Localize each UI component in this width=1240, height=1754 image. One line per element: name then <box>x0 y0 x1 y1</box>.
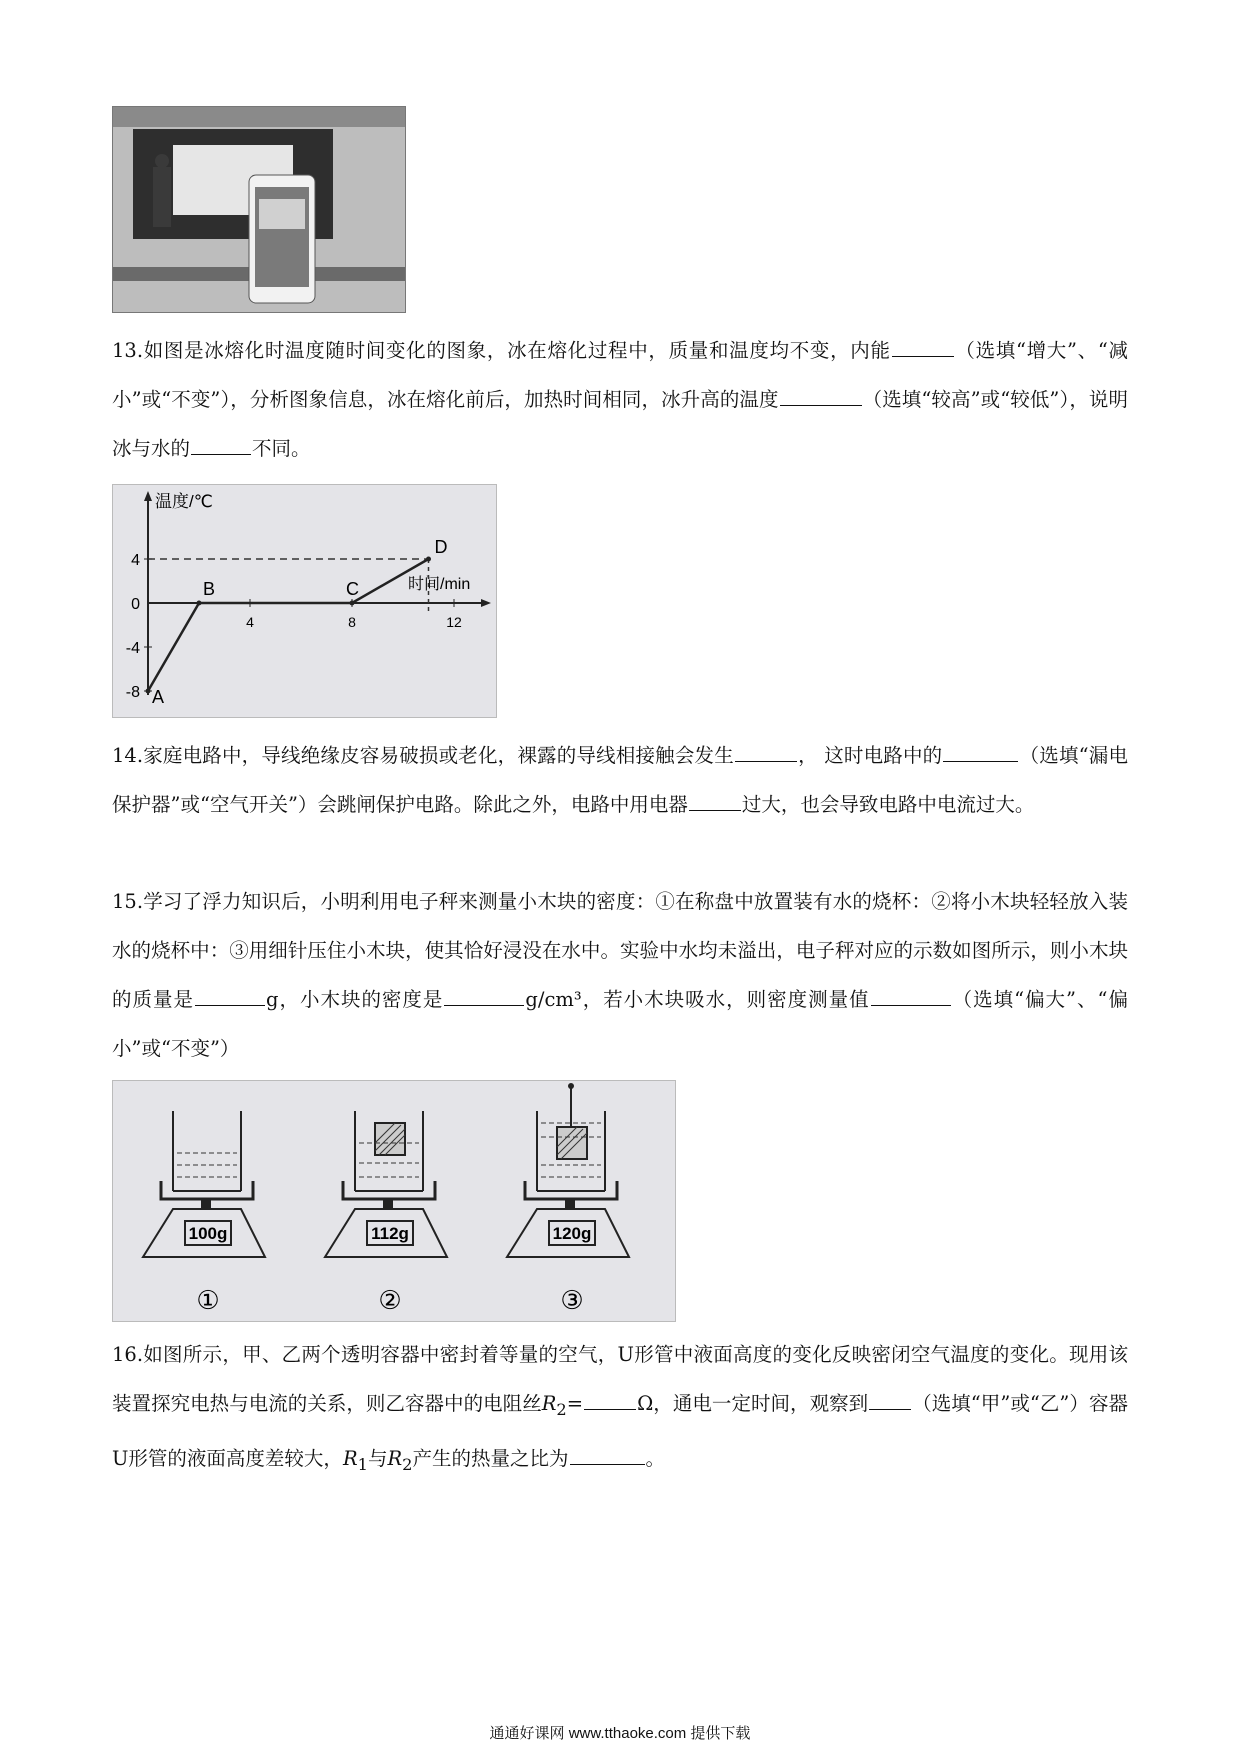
y-tick-label: -8 <box>125 684 140 701</box>
data-point <box>197 601 202 606</box>
q13-text-2: （选填“增大”、“减小”或“不变”），分析图象信息，冰在熔化前后，加热时间相同，冰升高的温度 <box>112 339 1128 411</box>
q15-text-3: g/cm³，若小木块吸水，则密度测量值 <box>525 988 870 1011</box>
classroom-photo <box>112 106 406 313</box>
y-tick-label: 0 <box>131 596 140 613</box>
question-15 <box>112 877 1128 1073</box>
q13-blank-1[interactable] <box>892 336 954 357</box>
q16-r1-sub: 1 <box>357 1454 368 1474</box>
x-axis-label: 时间/min <box>408 576 471 593</box>
q15-text-1: 15.学习了浮力知识后，小明利用电子秤来测量小木块的密度：①在称盘中放置装有水的烧杯：②将小木块轻轻放入装水的烧杯中：③用细针压住小木块，使其恰好浸没在水中。实验中水均未溢出，电子秤对应的示数如图所示，则小木块的质量是 <box>112 890 1128 1011</box>
q16-blank-2[interactable] <box>869 1389 911 1410</box>
q16-r2-sub-b: 2 <box>402 1454 413 1474</box>
x-axis-arrow <box>481 599 491 607</box>
q16-text-7: 。 <box>645 1446 666 1470</box>
data-point <box>350 601 355 606</box>
q15-blank-3[interactable] <box>871 985 951 1006</box>
q14-text-1: 14.家庭电路中，导线绝缘皮容易破损或老化，裸露的导线相接触会发生 <box>112 744 734 767</box>
question-14 <box>112 731 1128 829</box>
q14-text-4: 过大，也会导致电路中电流过大。 <box>741 793 1035 816</box>
q14-blank-3[interactable] <box>689 790 741 811</box>
footer[interactable]: 通通好课网 www.tthaoke.com 提供下载 <box>489 1725 751 1742</box>
q14-blank-1[interactable] <box>735 741 797 762</box>
q14-blank-2[interactable] <box>943 741 1018 762</box>
q16-r2-b: R <box>387 1446 403 1470</box>
q16-blank-3[interactable] <box>570 1444 645 1465</box>
q16-text-1: 16.如图所示，甲、乙两个透明容器中密封着等量的空气，U形管中液面高度的变化反映密闭空气温度的变化。现用该装置探究电热与电流的关系，则乙容器中的电阻丝 <box>112 1343 1128 1415</box>
point-label: C <box>346 579 359 599</box>
q16-text-4: （选填“甲”或“乙”）容器U形管的液面高度差较大， <box>112 1392 1128 1470</box>
q15-blank-2[interactable] <box>444 985 524 1006</box>
q14-text-2: ， 这时电路中的 <box>797 744 943 767</box>
q16-r2: R <box>541 1392 557 1415</box>
x-tick-label: 12 <box>446 614 462 630</box>
x-tick-label: 8 <box>348 614 356 630</box>
q16-text-3: Ω，通电一定时间，观察到 <box>637 1392 869 1415</box>
q13-text-1: 13.如图是冰熔化时温度随时间变化的图象，冰在熔化过程中，质量和温度均不变，内能 <box>112 339 891 362</box>
q16-text-2: = <box>566 1392 584 1415</box>
question-16 <box>112 1330 1128 1489</box>
q13-text-4: 不同。 <box>252 437 311 460</box>
q14-text-3: （选填“漏电保护器”或“空气开关”）会跳闸保护电路。除此之外，电路中用电器 <box>112 744 1128 816</box>
data-point <box>146 689 151 694</box>
data-point <box>426 557 431 562</box>
temperature-line <box>148 559 429 691</box>
q13-text-3: （选填“较高”或“较低”），说明冰与水的 <box>112 388 1128 460</box>
scale-3 <box>507 1083 629 1315</box>
y-tick-label: -4 <box>125 640 140 657</box>
y-axis-label: 温度/℃ <box>155 492 213 511</box>
q16-r2-sub: 2 <box>556 1399 567 1419</box>
scale-2-number: ② <box>378 1285 402 1315</box>
q15-blank-1[interactable] <box>195 985 265 1006</box>
scale-3-number: ③ <box>560 1285 584 1315</box>
q15-text-2: g，小木块的密度是 <box>265 988 444 1011</box>
q15-text-4: （选填“偏大”、“偏小”或“不变”） <box>112 988 1128 1060</box>
point-label: A <box>152 687 165 707</box>
question-13 <box>112 326 1128 473</box>
q13-blank-3[interactable] <box>191 434 251 455</box>
scale-1-number: ① <box>196 1285 220 1315</box>
q13-blank-2[interactable] <box>780 385 862 406</box>
scale-3-reading: 120g <box>552 1224 592 1243</box>
scales-figure <box>112 1080 676 1322</box>
y-tick-label: 4 <box>131 552 140 569</box>
q16-text-6: 产生的热量之比为 <box>412 1446 569 1470</box>
q16-text-5: 与 <box>367 1446 388 1470</box>
melting-graph <box>112 484 497 718</box>
q16-blank-1[interactable] <box>584 1389 636 1410</box>
scale-2 <box>325 1111 447 1315</box>
q16-r1: R <box>342 1446 358 1470</box>
point-label: B <box>203 579 216 599</box>
scale-1-reading: 100g <box>188 1224 228 1243</box>
scale-2-reading: 112g <box>371 1224 409 1243</box>
y-axis-arrow <box>144 491 152 501</box>
x-tick-label: 4 <box>246 614 254 630</box>
point-label: D <box>434 537 448 557</box>
scale-1 <box>143 1111 265 1315</box>
